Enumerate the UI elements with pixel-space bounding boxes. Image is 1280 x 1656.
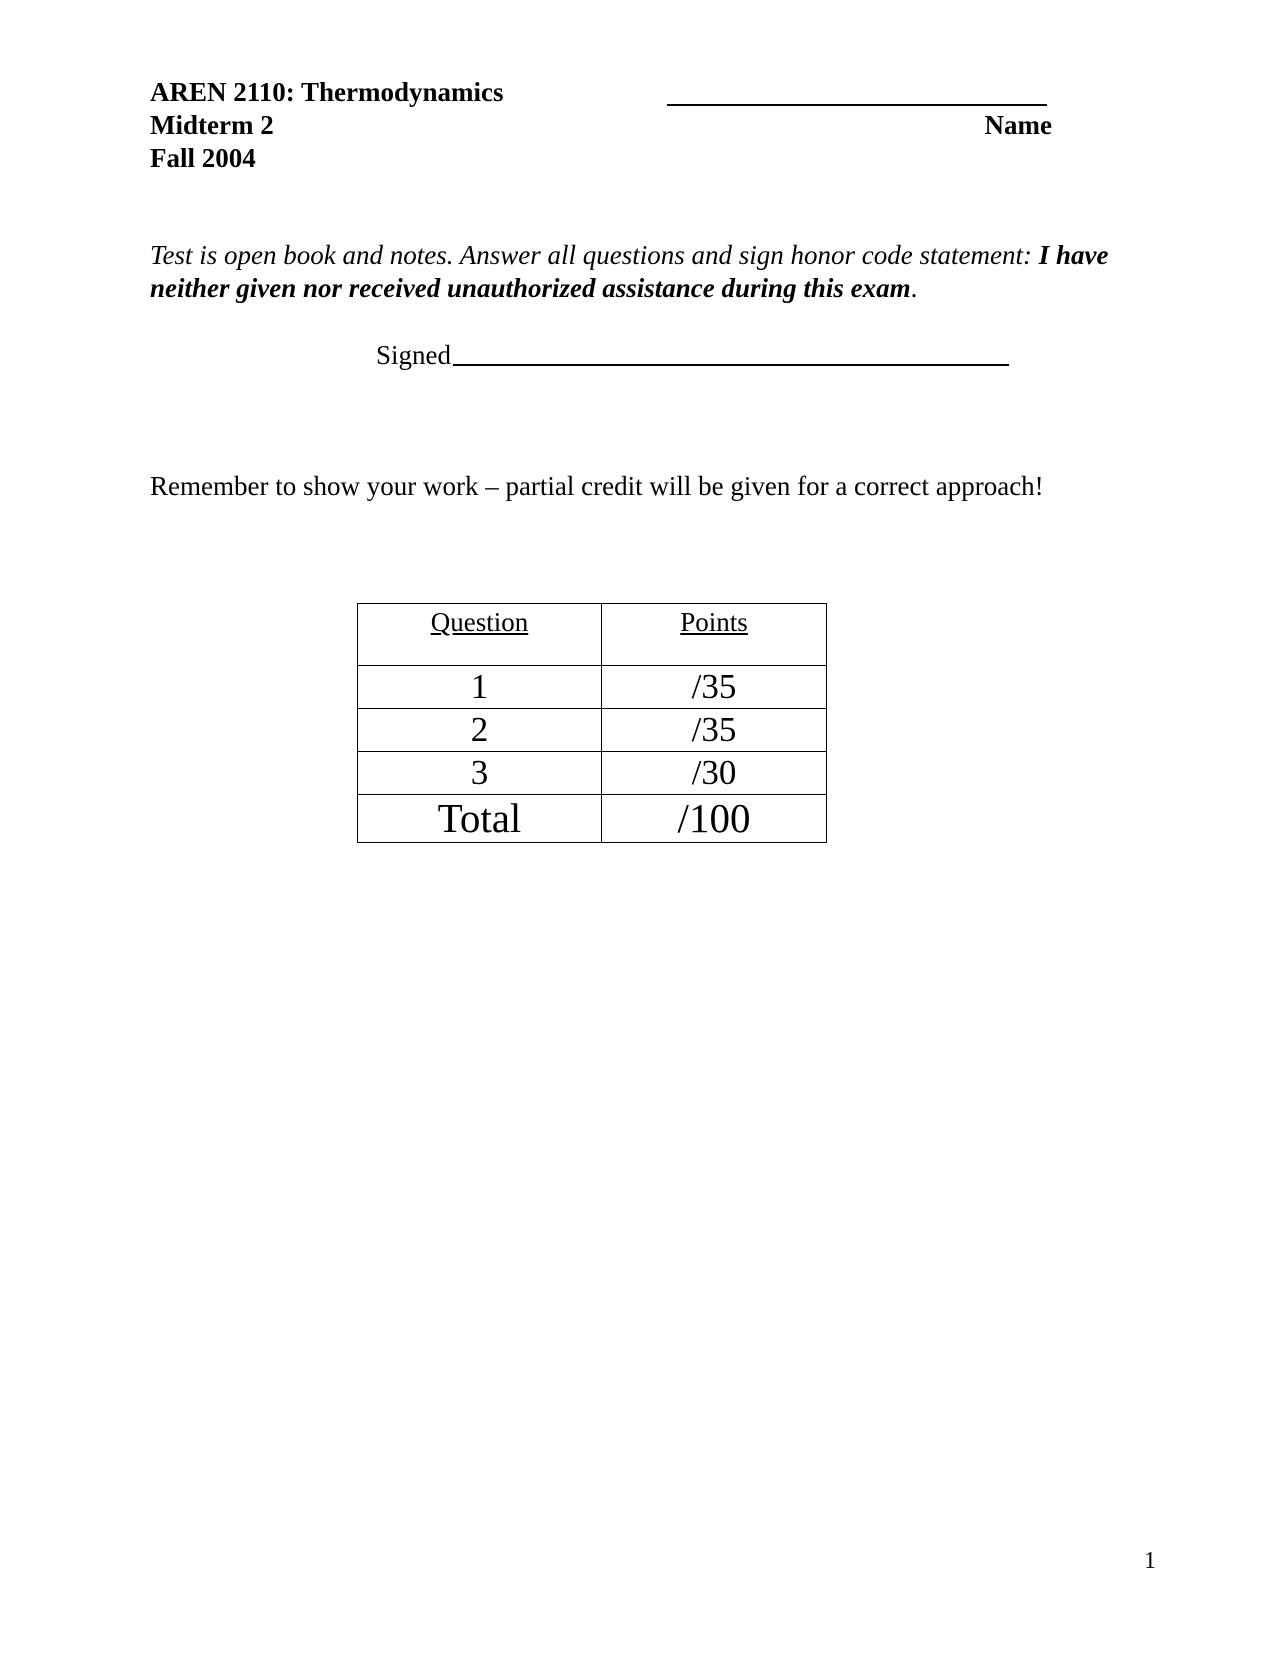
question-number: 1 xyxy=(358,666,602,709)
table-row xyxy=(358,666,827,709)
course-title: AREN 2110: Thermodynamics xyxy=(150,77,504,107)
instructions-paragraph xyxy=(150,239,1140,305)
honor-code-statement: I have neither given nor received unauthorized assistance during this exam xyxy=(150,240,1109,303)
points-column-header xyxy=(602,604,827,666)
total-row xyxy=(358,795,827,843)
signature-line[interactable] xyxy=(453,364,1009,366)
table-row xyxy=(358,709,827,752)
question-header-label: Question xyxy=(430,607,529,637)
score-table xyxy=(357,603,827,843)
question-points: /35 xyxy=(602,666,827,709)
signature-row xyxy=(376,339,1009,372)
exam-term: Fall 2004 xyxy=(150,143,256,173)
score-table-header-row xyxy=(358,604,827,666)
name-field-line[interactable] xyxy=(667,104,1047,106)
reminder-text: Remember to show your work – partial credit will be given for a correct approach! xyxy=(150,471,1044,501)
table-row xyxy=(358,752,827,795)
total-points: /100 xyxy=(602,795,827,843)
question-points: /30 xyxy=(602,752,827,795)
signed-label: Signed xyxy=(376,340,452,370)
question-number: 3 xyxy=(358,752,602,795)
exam-name: Midterm 2 xyxy=(150,110,274,140)
question-points: /35 xyxy=(602,709,827,752)
points-header-label: Points xyxy=(680,607,748,637)
question-number: 2 xyxy=(358,709,602,752)
total-label: Total xyxy=(358,795,602,843)
name-label: Name xyxy=(984,110,1052,140)
instructions-text: Test is open book and notes. Answer all questions and sign honor code statement: xyxy=(150,240,1039,270)
question-column-header xyxy=(358,604,602,666)
instructions-end-punct: . xyxy=(910,273,918,303)
page-number: 1 xyxy=(1144,1548,1156,1574)
